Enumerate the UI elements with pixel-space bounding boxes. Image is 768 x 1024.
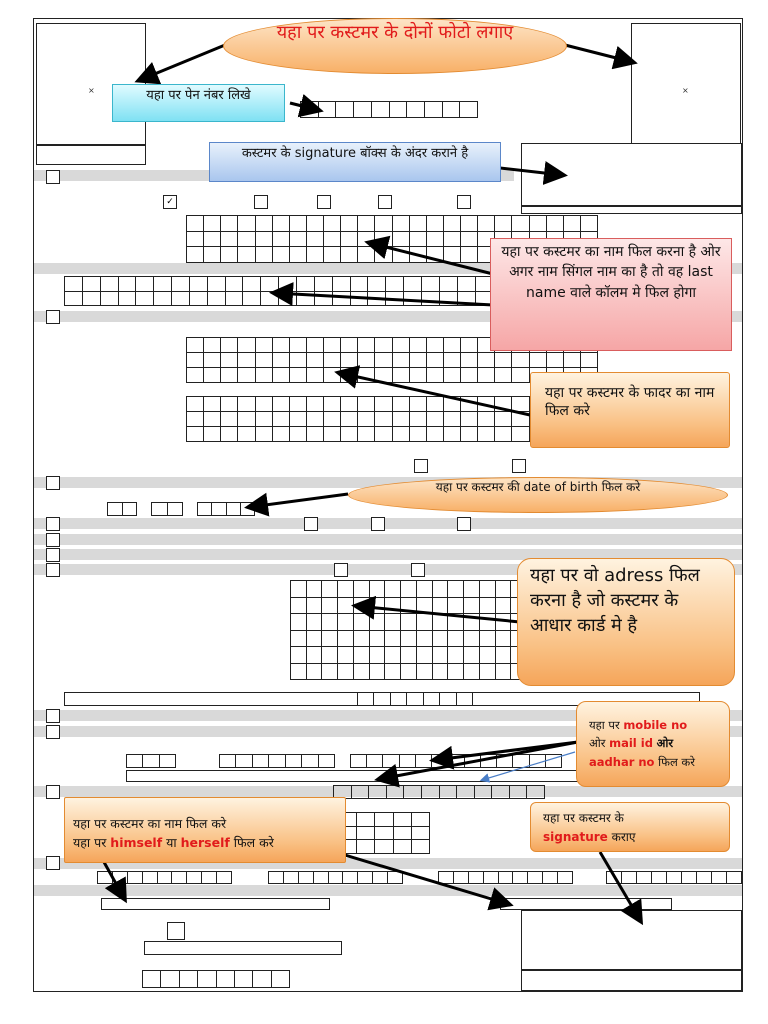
address-callout [517,558,735,686]
contact-or2: ओर [656,736,674,751]
mark: × [682,86,689,95]
declaration-line1: यहा पर कस्टमर का नाम फिल करे [73,816,227,831]
declaration-herself: herself [180,835,230,851]
declaration-ya: या [166,835,177,851]
name-callout-text: यहा पर कस्टमर का नाम फिल करना है ओर अगर नाम सिंगल नाम का है तो वह last name वाले कॉलम मे फिल होगा [501,244,721,301]
contact-or1: ओर [589,736,606,751]
declaration-suffix: फिल करे [233,835,274,851]
signature-box-callout [209,142,501,182]
contact-prefix: यहा पर [589,718,620,732]
signature-callout-prefix: यहा पर कस्टमर के [543,811,624,825]
father-callout [530,372,730,448]
photo-callout-text: यहा पर कस्टमर के दोनों फोटो लगाए [276,22,514,43]
mark: × [88,86,95,95]
signature-callout [530,802,730,852]
pan-callout-text: यहा पर पेन नंबर लिखे [146,88,251,103]
signature-callout-suffix: कराए [611,829,636,844]
address-callout-text: यहा पर वो adress फिल करना है जो कस्टमर के आधार कार्ड मे है [530,565,700,637]
contact-aadhar: aadhar no [589,754,655,769]
contact-callout [576,701,730,787]
father-callout-text: यहा पर कस्टमर के फादर का नाम फिल करे [545,385,715,419]
name-callout [490,238,732,351]
dob-callout-text: यहा पर कस्टमर की date of birth फिल करे [435,480,641,494]
pan-callout [112,84,285,122]
photo-callout [223,18,567,74]
contact-mobile: mobile no [623,718,688,732]
signature-box-callout-text: कस्टमर के signature बॉक्स के अंदर कराने है [241,146,469,161]
declaration-himself: himself [110,835,163,851]
signature-callout-word: signature [543,829,608,844]
contact-mail: mail id [609,736,653,751]
check-icon[interactable]: ✓ [163,195,177,209]
declaration-prefix: यहा पर [73,835,107,851]
declaration-callout [64,797,346,863]
dob-callout [348,477,728,513]
contact-suffix: फिल करे [658,754,695,769]
